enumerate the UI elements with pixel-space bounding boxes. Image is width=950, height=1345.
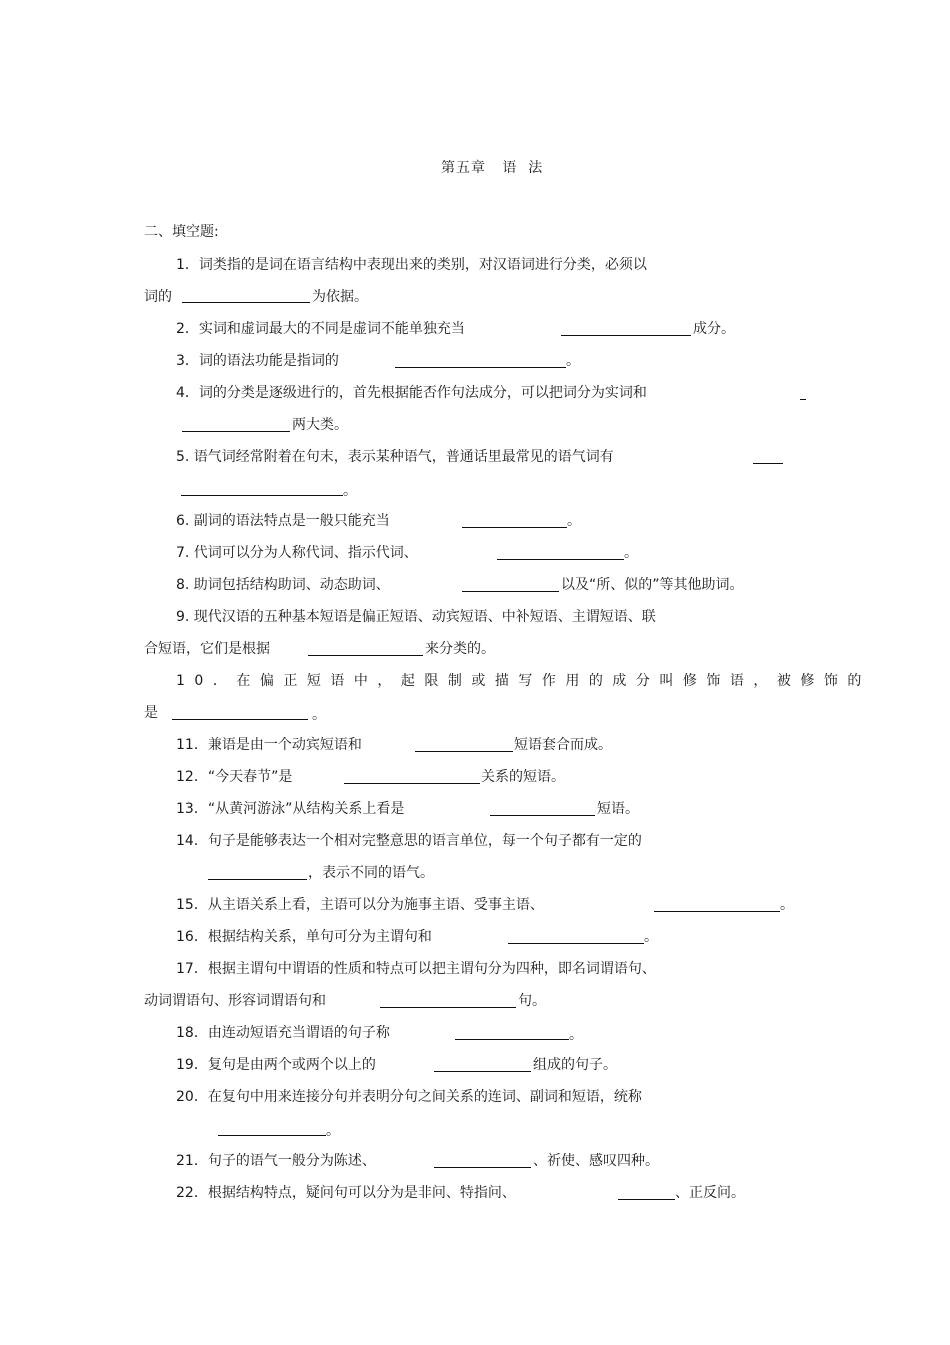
answer-blank[interactable] (395, 367, 566, 368)
question-text: 。 (569, 1027, 583, 1043)
question-text: 6. 副词的语法特点是一般只能充当 (176, 513, 390, 529)
answer-blank[interactable] (654, 911, 780, 912)
question-text: 关系的短语。 (481, 769, 565, 785)
page-title: 第五章 语 法 (441, 160, 544, 176)
question-text: 组成的句子。 (533, 1057, 617, 1073)
answer-blank[interactable] (462, 591, 559, 592)
answer-blank[interactable] (218, 1135, 326, 1136)
question-text: 10．在偏正短语中，起限制或描写作用的成分叫修饰语，被修饰的 (176, 673, 871, 689)
answer-blank[interactable] (182, 302, 310, 303)
question-text: 是 (144, 705, 158, 721)
question-text: 16．根据结构关系，单句可分为主谓句和 (176, 929, 432, 945)
question-text: 15．从主语关系上看，主语可以分为施事主语、受事主语、 (176, 897, 544, 913)
answer-blank[interactable] (380, 1007, 516, 1008)
question-text: 3．词的语法功能是指词的 (176, 353, 339, 369)
question-text: 。 (644, 929, 658, 945)
answer-blank[interactable] (800, 399, 806, 400)
question-text: 。 (343, 483, 357, 499)
question-text: 18．由连动短语充当谓语的句子称 (176, 1025, 390, 1041)
answer-blank[interactable] (561, 335, 691, 336)
question-text: 22．根据结构特点，疑问句可以分为是非问、特指问、 (176, 1185, 516, 1201)
question-text: 合短语，它们是根据 (144, 641, 270, 657)
question-text: 。 (312, 707, 326, 723)
answer-blank[interactable] (497, 559, 624, 560)
question-text: 动词谓语句、形容词谓语句和 (144, 993, 326, 1009)
question-text: 1．词类指的是词在语言结构中表现出来的类别，对汉语词进行分类，必须以 (176, 257, 647, 273)
question-text: 句。 (518, 993, 546, 1009)
question-text: 21．句子的语气一般分为陈述、 (176, 1153, 376, 1169)
answer-blank[interactable] (455, 1039, 569, 1040)
answer-blank[interactable] (181, 495, 343, 496)
question-text: 成分。 (693, 321, 735, 337)
question-text: 17．根据主谓句中谓语的性质和特点可以把主谓句分为四种，即名词谓语句、 (176, 961, 656, 977)
question-text: 。 (326, 1123, 340, 1139)
answer-blank[interactable] (344, 783, 480, 784)
answer-blank[interactable] (182, 431, 290, 432)
question-text: 20．在复句中用来连接分句并表明分句之间关系的连词、副词和短语，统称 (176, 1089, 642, 1105)
question-text: 。 (566, 353, 580, 369)
question-text: 短语套合而成。 (514, 737, 612, 753)
question-text: 为依据。 (312, 289, 368, 305)
question-text: 14．句子是能够表达一个相对完整意思的语言单位，每一个句子都有一定的 (176, 833, 642, 849)
question-text: 7. 代词可以分为人称代词、指示代词、 (176, 545, 418, 561)
question-text: 9. 现代汉语的五种基本短语是偏正短语、动宾短语、中补短语、主谓短语、联 (176, 609, 656, 625)
answer-blank[interactable] (618, 1199, 675, 1200)
answer-blank[interactable] (434, 1071, 531, 1072)
question-text: 4．词的分类是逐级进行的，首先根据能否作句法成分，可以把词分为实词和 (176, 385, 647, 401)
question-text: 来分类的。 (425, 641, 495, 657)
question-text: 2．实词和虚词最大的不同是虚词不能单独充当 (176, 321, 465, 337)
question-text: 。 (624, 545, 638, 561)
question-text: 。 (567, 513, 581, 529)
answer-blank[interactable] (490, 815, 595, 816)
question-text: 。 (780, 897, 794, 913)
question-text: 以及“所、似的”等其他助词。 (561, 577, 744, 593)
question-text: 两大类。 (292, 417, 348, 433)
answer-blank[interactable] (308, 655, 423, 656)
answer-blank[interactable] (172, 719, 308, 720)
question-text: 11．兼语是由一个动宾短语和 (176, 737, 362, 753)
question-text: ，表示不同的语气。 (308, 865, 434, 881)
question-text: 5. 语气词经常附着在句末，表示某种语气，普通话里最常见的语气词有 (176, 449, 614, 465)
question-text: 19．复句是由两个或两个以上的 (176, 1057, 376, 1073)
question-text: 短语。 (597, 801, 639, 817)
question-text: 12．“今天春节”是 (176, 769, 293, 785)
answer-blank[interactable] (415, 751, 513, 752)
answer-blank[interactable] (462, 527, 567, 528)
answer-blank[interactable] (753, 463, 783, 464)
question-text: 13．“从黄河游泳”从结构关系上看是 (176, 801, 405, 817)
section-heading: 二、填空题: (144, 224, 219, 240)
question-text: 、正反问。 (675, 1185, 745, 1201)
question-text: 、祈使、感叹四种。 (533, 1153, 659, 1169)
answer-blank[interactable] (208, 879, 307, 880)
question-text: 8. 助词包括结构助词、动态助词、 (176, 577, 390, 593)
question-text: 词的 (144, 289, 172, 305)
answer-blank[interactable] (508, 943, 644, 944)
answer-blank[interactable] (434, 1167, 531, 1168)
